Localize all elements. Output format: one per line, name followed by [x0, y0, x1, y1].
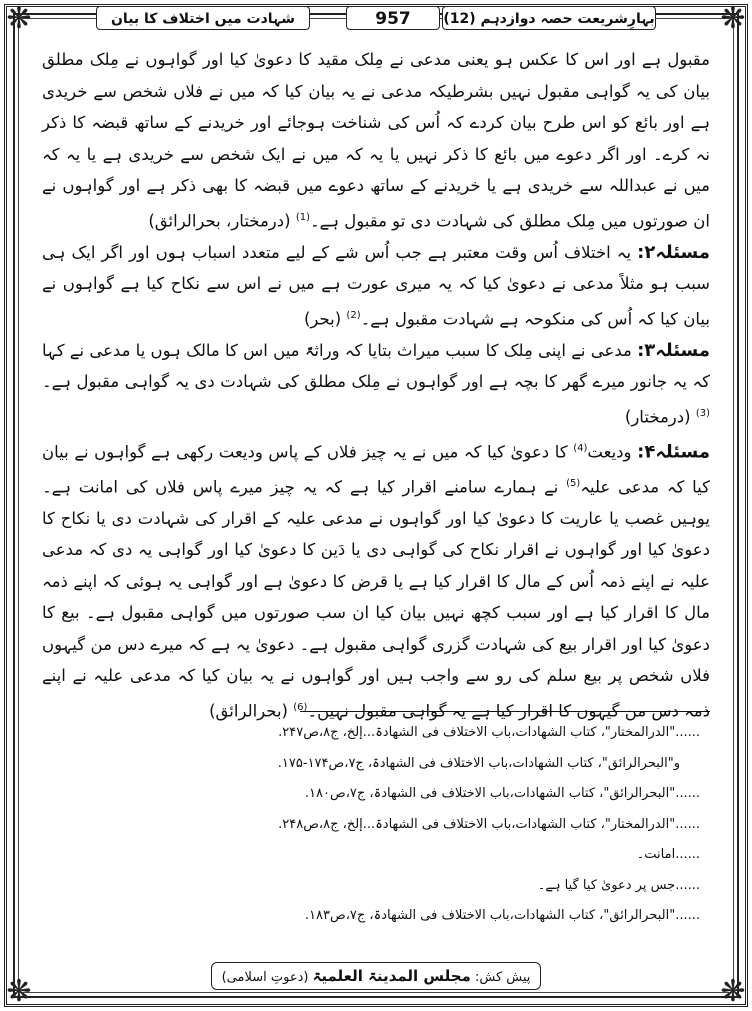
corner-ornament-icon: ❋	[6, 974, 32, 1009]
corner-ornament-icon: ❋	[720, 974, 746, 1009]
footnote: ......جس پر دعویٰ کیا گیا ہے۔	[537, 877, 700, 893]
footnote: ......"الدرالمختار"، کتاب الشھادات،باب الاختلاف فی الشھادۃ...إلخ، ج۸،ص۲۴۷.	[278, 725, 700, 740]
footnote-separator	[300, 711, 710, 712]
footnote-ref: (1)	[295, 211, 310, 223]
source-citation: (بحرالرائق)	[209, 701, 288, 720]
footnote-ref: (2)	[346, 309, 361, 321]
footnote-ref: (4)	[573, 442, 588, 454]
page-footer	[0, 962, 752, 990]
corner-ornament-icon: ❋	[6, 1, 32, 36]
masala-3: مسئلہ۳: مدعی نے اپنی مِلک کا سبب میراث بتایا کہ وراثۃً میں اس کا مالک ہوں یا مدعی نے کہا کہ یہ جانور میرے گھر کا بچہ ہے اور گواہوں نے مِلک مطلق کی شہادت دی یہ گواہی مقبول ہے۔$^{(3)}$ (درمختار)	[42, 339, 710, 426]
source-citation: (بحر)	[303, 309, 342, 328]
main-text	[42, 44, 710, 727]
masala-2: مسئلہ۲: یہ اختلاف اُس وقت معتبر ہے جب اُس شے کے لیے متعدد اسباب ہوں اور اگر ایک ہی سبب ہو مثلاً مدعی نے دعویٰ کیا کہ یہ میری عورت ہے میں نے اس سے نکاح کیا ہے گواہوں نے بیان کیا کہ اُس کی منکوحہ ہے شہادت مقبول ہے۔$^{(2)}$ (بحر)	[42, 241, 711, 328]
footnote: ......"البحرالرائق"، کتاب الشھادات،باب الاختلاف فی الشھادۃ، ج۷،ص۱۸۰.	[304, 786, 700, 801]
footnote: و"البحرالرائق"، کتاب الشھادات،باب الاختلاف فی الشھادۃ، ج۷،ص۱۷۴-۱۷۵.	[277, 755, 680, 771]
masala-label: مسئلہ۴:	[637, 441, 711, 462]
footnote: ......"الدرالمختار"، کتاب الشھادات،باب الاختلاف فی الشھادۃ...إلخ، ج۸،ص۲۴۸.	[278, 816, 700, 832]
paragraph: مقبول ہے اور اس کا عکس ہو یعنی مدعی نے مِلک مقید کا دعویٰ کیا اور گواہوں نے مِلک مطلق بیان کی یہ گواہی مقبول نہیں بشرطیکہ مدعی نے یہ بیان کیا کہ میں نے فلاں شخص سے خریدی ہے اور بائع کو اس طرح بیان کردے کہ اُس کی شناخت ہوجائے اور خریدنے کے ساتھ قبضہ کا ذکر نہ کرے۔ اور اگر دعوے میں بائع کا ذکر نہیں یا یہ کہ میں نے ایک شخص سے خریدی ہے یا یہ کہ میں نے عبداللہ سے خریدی ہے یا خریدنے کے ساتھ دعوے میں قبضہ کا بھی ذکر ہے اور گواہوں نے ان صورتوں میں مِلک مطلق کی شہادت دی تو مقبول ہے۔$^{(1)}$ (درمختار، بحرالرائق)	[42, 50, 710, 230]
footnote: ......"البحرالرائق"، کتاب الشھادات،باب الاختلاف فی الشھادۃ، ج۷،ص۱۸۳.	[304, 908, 700, 923]
footnote-ref: (3)	[695, 407, 710, 419]
page-number: 957	[346, 6, 440, 30]
source-citation: (درمختار، بحرالرائق)	[148, 211, 291, 230]
footnote-ref: (5)	[566, 477, 581, 489]
publisher-box	[211, 962, 542, 990]
book-title: بہارِشریعت حصہ دوازدہم (12)	[442, 6, 656, 30]
masala-label: مسئلہ۲:	[637, 241, 711, 263]
publisher-name: مجلس المدینۃ العلمیۃ	[312, 967, 471, 985]
masala-label: مسئلہ۳:	[637, 339, 710, 361]
source-citation: (درمختار)	[624, 407, 691, 426]
footnotes	[42, 718, 710, 932]
publisher-suffix: (دعوتِ اسلامی)	[221, 970, 309, 985]
page-header	[22, 6, 730, 32]
footer-prefix: پیش کش:	[474, 970, 531, 985]
footnote: ......امانت۔	[636, 847, 700, 862]
masala-4: مسئلہ۴: ودیعت$^{(4)}$ کا دعویٰ کیا کہ میں نے یہ چیز فلاں کے پاس ودیعت رکھی ہے گواہوں نے بیان کیا کہ مدعی علیہ$^{(5)}$ نے ہمارے سامنے اقرار کیا ہے کہ یہ چیز میرے پاس فلاں کی امانت ہے۔ یوہیں غصب یا عاریت کا دعویٰ کیا اور گواہوں نے مدعی علیہ کے اقرار کی شہادت دی یا نکاح کا دعویٰ کیا اور گواہوں نے اقرار نکاح کی گواہی دی یا دَین کا دعویٰ کیا اور گواہی یہ دی کہ مدعی علیہ نے اپنے ذمہ اُس کے مال کا اقرار کیا ہے یا قرض کا دعویٰ ہے اور گواہی یہ ہوئی کہ اپنے ذمہ مال کا اقرار کیا ہے اور سبب کچھ نہیں بیان کیا ان سب صورتوں میں گواہی مقبول ہے۔ بیع کا دعویٰ کیا اور اقرار بیع کی شہادت گزری گواہی مقبول ہے۔ دعویٰ یہ ہے کہ میرے دس من گیہوں فلاں شخص پر بیع سلم کی رو سے واجب ہیں اور گواہوں نے یہ بیان کیا کہ مدعی علیہ نے اپنے ذمہ دس من گیہوں کا اقرار کیا ہے یہ گواہی مقبول نہیں۔$^{(6)}$ (بحرالرائق)	[42, 441, 711, 720]
chapter-title: شہادت میں اختلاف کا بیان	[96, 6, 310, 30]
footnote-ref: (6)	[293, 701, 308, 713]
corner-ornament-icon: ❋	[720, 1, 746, 36]
